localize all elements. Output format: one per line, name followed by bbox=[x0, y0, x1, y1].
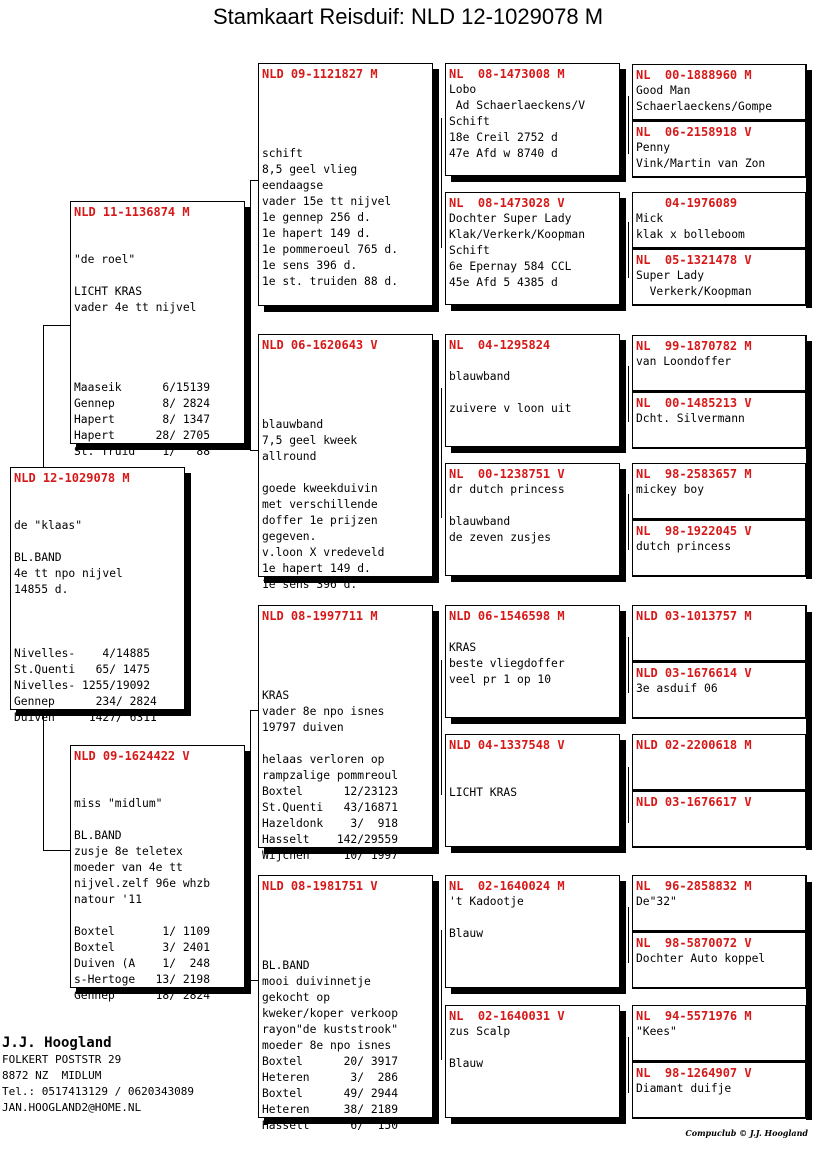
credit-text: Compuclub © J.J. Hoogland bbox=[685, 1128, 808, 1138]
connector bbox=[43, 850, 71, 851]
connector bbox=[628, 366, 629, 422]
note-line: Blauw bbox=[449, 1057, 484, 1070]
note-line bbox=[449, 624, 619, 640]
pigeon-notes bbox=[74, 764, 244, 1036]
note-line bbox=[14, 598, 184, 614]
connector bbox=[628, 637, 629, 693]
note-line: Boxtel 12/23123 bbox=[262, 785, 399, 798]
great-grandparent-card bbox=[445, 1005, 620, 1118]
pigeon-notes bbox=[449, 624, 619, 688]
note-line: natour '11 bbox=[74, 893, 143, 906]
note-line: St.Quenti 43/16871 bbox=[262, 801, 399, 814]
ring-number: NLD 06-1546598 M bbox=[449, 609, 565, 623]
pigeon-notes bbox=[636, 482, 805, 498]
page-title: Stamkaart Reisduif: NLD 12-1029078 M bbox=[212, 4, 604, 29]
note-line: BL.BAND bbox=[14, 551, 62, 564]
note-line: vader 4e tt nijvel bbox=[74, 301, 197, 314]
note-line bbox=[14, 630, 184, 646]
connector bbox=[250, 180, 251, 450]
ring-number: NL 00-1238751 V bbox=[449, 467, 565, 481]
note-line: de zeven zusjes bbox=[449, 531, 552, 544]
note-line: allround bbox=[262, 450, 317, 463]
pigeon-notes bbox=[449, 353, 619, 417]
note-line bbox=[262, 385, 432, 401]
note-line bbox=[262, 672, 432, 688]
note-line: KRAS bbox=[262, 689, 290, 702]
note-line: Wijchen 10/ 1997 bbox=[262, 849, 399, 862]
note-line bbox=[14, 534, 184, 550]
father-card bbox=[70, 201, 245, 458]
ring-number: NL 05-1321478 V bbox=[636, 253, 752, 267]
note-line: klak x bolleboom bbox=[636, 228, 745, 241]
note-line: blauwband bbox=[449, 515, 511, 528]
note-line bbox=[262, 736, 432, 752]
note-line: Penny bbox=[636, 141, 671, 154]
ancestor-card bbox=[632, 463, 807, 520]
note-line: Schift bbox=[449, 244, 490, 257]
note-line bbox=[262, 656, 432, 672]
note-line: 7,5 geel kweek bbox=[262, 434, 358, 447]
note-line: mooi duivinnetje bbox=[262, 975, 371, 988]
note-line bbox=[449, 385, 619, 401]
ring-number: NL 98-1264907 V bbox=[636, 1066, 752, 1080]
note-line: vader 15e tt nijvel bbox=[262, 195, 392, 208]
subject-card bbox=[10, 467, 185, 724]
note-line: blauwband bbox=[262, 418, 324, 431]
grandparent-card bbox=[258, 334, 433, 591]
pigeon-notes bbox=[262, 82, 432, 322]
note-line: LICHT KRAS bbox=[74, 285, 143, 298]
connector bbox=[250, 980, 258, 981]
ring-number: NL 98-5870072 V bbox=[636, 936, 752, 950]
grandparent-card bbox=[258, 605, 433, 862]
note-line: Super Lady bbox=[636, 269, 705, 282]
note-line bbox=[262, 465, 432, 481]
note-line bbox=[74, 908, 244, 924]
ring-number: NL 02-1640031 V bbox=[449, 1009, 565, 1023]
connector bbox=[250, 180, 258, 181]
pigeon-notes bbox=[636, 1024, 805, 1040]
pigeon-notes bbox=[636, 411, 805, 427]
note-line: Hasselt 142/29559 bbox=[262, 833, 399, 846]
note-line: kweker/koper verkoop bbox=[262, 1007, 399, 1020]
note-line: Heteren 38/ 2189 bbox=[262, 1103, 399, 1116]
ring-number: NL 06-2158918 V bbox=[636, 125, 752, 139]
ring-number: NLD 08-1981751 V bbox=[262, 879, 378, 893]
ring-number: NLD 03-1013757 M bbox=[636, 609, 752, 623]
note-line: nijvel.zelf 96e whzb bbox=[74, 877, 211, 890]
pigeon-notes bbox=[262, 894, 432, 1166]
connector bbox=[43, 325, 44, 468]
note-line: 1e hapert 149 d. bbox=[262, 562, 371, 575]
note-line: zusje 8e teletex bbox=[74, 845, 183, 858]
note-line: eendaagse bbox=[262, 179, 324, 192]
note-line: beste vliegdoffer bbox=[449, 657, 565, 670]
note-line: Vink/Martin van Zon bbox=[636, 157, 766, 170]
note-line bbox=[262, 926, 432, 942]
note-line bbox=[262, 401, 432, 417]
owner-address-line: FOLKERT POSTSTR 29 bbox=[2, 1053, 122, 1066]
note-line: met verschillende bbox=[262, 498, 378, 511]
note-line: Boxtel 20/ 3917 bbox=[262, 1055, 399, 1068]
note-line: 3e asduif 06 bbox=[636, 682, 718, 695]
ring-number: NLD 04-1337548 V bbox=[449, 738, 565, 752]
note-line: miss "midlum" bbox=[74, 797, 163, 810]
note-line: 45e Afd 5 4385 d bbox=[449, 276, 558, 289]
connector bbox=[43, 325, 71, 326]
pigeon-notes bbox=[449, 894, 619, 942]
note-line: rampzalige pommreoul bbox=[262, 769, 399, 782]
note-line: De"32" bbox=[636, 895, 677, 908]
ring-number: 04-1976089 bbox=[636, 196, 738, 210]
note-line: schift bbox=[262, 147, 303, 160]
pigeon-notes bbox=[449, 753, 619, 801]
note-line: Mick bbox=[636, 212, 664, 225]
grandparent-card bbox=[258, 875, 433, 1132]
owner-name: J.J. Hoogland bbox=[2, 1035, 112, 1051]
note-line bbox=[74, 332, 244, 348]
note-line: dr dutch princess bbox=[449, 483, 565, 496]
note-line: moeder van 4e tt bbox=[74, 861, 183, 874]
note-line: Klak/Verkerk/Koopman bbox=[449, 228, 586, 241]
note-line: Nivelles- 4/14885 bbox=[14, 647, 151, 660]
connector bbox=[250, 710, 258, 711]
note-line: Boxtel 3/ 2401 bbox=[74, 941, 211, 954]
note-line: moeder 8e npo isnes bbox=[262, 1039, 392, 1052]
owner-phone: Tel.: 0517413129 / 0620343089 bbox=[2, 1085, 195, 1098]
note-line bbox=[636, 753, 805, 769]
ring-number: NLD 08-1997711 M bbox=[262, 609, 378, 623]
note-line: rayon"de kuststrook" bbox=[262, 1023, 399, 1036]
note-line: v.loon X vredeveld bbox=[262, 546, 385, 559]
mother-card bbox=[70, 745, 245, 1002]
pigeon-notes bbox=[636, 624, 805, 640]
pigeon-notes bbox=[636, 810, 805, 826]
note-line: St.Quenti 65/ 1475 bbox=[14, 663, 151, 676]
ancestor-card bbox=[632, 875, 807, 932]
note-line: "Kees" bbox=[636, 1025, 677, 1038]
note-line: Dcht. Silvermann bbox=[636, 412, 745, 425]
ancestor-card bbox=[632, 734, 807, 791]
ancestor-card bbox=[632, 791, 807, 848]
connector bbox=[441, 930, 442, 1060]
note-line: Ad Schaerlaeckens/V bbox=[449, 99, 586, 112]
connector bbox=[628, 222, 629, 278]
connector bbox=[441, 118, 442, 248]
ring-number: NLD 11-1136874 M bbox=[74, 205, 190, 219]
connector bbox=[441, 660, 442, 795]
pigeon-notes bbox=[449, 482, 619, 546]
note-line: Hasselt 6/ 150 bbox=[262, 1119, 399, 1132]
great-grandparent-card bbox=[445, 463, 620, 576]
note-line: 14855 d. bbox=[14, 583, 69, 596]
ancestor-card bbox=[632, 932, 807, 989]
pigeon-notes bbox=[262, 624, 432, 896]
note-line: LICHT KRAS bbox=[449, 786, 518, 799]
ancestor-card bbox=[632, 1005, 807, 1062]
note-line bbox=[14, 614, 184, 630]
connector bbox=[628, 907, 629, 963]
note-line: BL.BAND bbox=[262, 959, 310, 972]
ring-number: NLD 09-1121827 M bbox=[262, 67, 378, 81]
note-line: Boxtel 1/ 1109 bbox=[74, 925, 211, 938]
note-line: Schift bbox=[449, 115, 490, 128]
great-grandparent-card bbox=[445, 63, 620, 176]
note-line bbox=[74, 268, 244, 284]
ring-number: NL 04-1295824 bbox=[449, 338, 551, 352]
great-grandparent-card bbox=[445, 875, 620, 988]
note-line: zuivere v loon uit bbox=[449, 402, 572, 415]
note-line bbox=[74, 316, 244, 332]
pigeon-notes bbox=[636, 681, 805, 697]
note-line: gegeven. bbox=[262, 530, 317, 543]
great-grandparent-card bbox=[445, 605, 620, 718]
note-line: doffer 1e prijzen bbox=[262, 514, 378, 527]
note-line bbox=[262, 114, 432, 130]
connector bbox=[250, 450, 258, 451]
ancestor-card bbox=[632, 192, 807, 249]
note-line: 19797 duiven bbox=[262, 721, 344, 734]
pigeon-notes bbox=[636, 211, 805, 243]
note-line bbox=[74, 364, 244, 380]
pigeon-notes bbox=[449, 82, 619, 162]
ancestor-card bbox=[632, 249, 807, 306]
note-line: helaas verloren op bbox=[262, 753, 385, 766]
note-line: zus Scalp bbox=[449, 1025, 511, 1038]
note-line: s-Hertoge 13/ 2198 bbox=[74, 973, 211, 986]
note-line bbox=[262, 942, 432, 958]
note-line: blauwband bbox=[449, 370, 511, 383]
ancestor-card bbox=[632, 520, 807, 577]
note-line: Hapert 28/ 2705 bbox=[74, 429, 211, 442]
note-line bbox=[636, 810, 805, 826]
note-line: Boxtel 49/ 2944 bbox=[262, 1087, 399, 1100]
note-line: vader 8e npo isnes bbox=[262, 705, 385, 718]
note-line: 47e Afd w 8740 d bbox=[449, 147, 558, 160]
ring-number: NLD 12-1029078 M bbox=[14, 471, 130, 485]
owner-email: JAN.HOOGLAND2@HOME.NL bbox=[2, 1101, 142, 1114]
note-line bbox=[636, 624, 805, 640]
owner-address-line: 8872 NZ MIDLUM bbox=[2, 1069, 102, 1082]
note-line: 4e tt npo nijvel bbox=[14, 567, 123, 580]
note-line: Blauw bbox=[449, 927, 484, 940]
note-line: Good Man bbox=[636, 84, 691, 97]
note-line: KRAS bbox=[449, 641, 477, 654]
ring-number: NL 08-1473028 V bbox=[449, 196, 565, 210]
pigeon-notes bbox=[636, 894, 805, 910]
note-line: Lobo bbox=[449, 83, 477, 96]
pigeon-notes bbox=[449, 211, 619, 291]
ancestor-card bbox=[632, 662, 807, 719]
note-line bbox=[449, 769, 619, 785]
ring-number: NLD 03-1676617 V bbox=[636, 795, 752, 809]
note-line: Verkerk/Koopman bbox=[636, 285, 752, 298]
ring-number: NL 98-1922045 V bbox=[636, 524, 752, 538]
grandparent-card bbox=[258, 63, 433, 306]
ring-number: NL 94-5571976 M bbox=[636, 1009, 752, 1023]
pigeon-notes bbox=[74, 220, 244, 492]
note-line: 1e sens 396 d. bbox=[262, 578, 358, 591]
great-grandparent-card bbox=[445, 334, 620, 447]
note-line bbox=[74, 812, 244, 828]
note-line: 1e pommeroeul 765 d. bbox=[262, 243, 399, 256]
pigeon-notes bbox=[636, 1081, 805, 1097]
pigeon-notes bbox=[449, 1024, 619, 1072]
pigeon-notes bbox=[636, 140, 805, 172]
note-line: Dochter Auto koppel bbox=[636, 952, 766, 965]
ring-number: NLD 09-1624422 V bbox=[74, 749, 190, 763]
note-line bbox=[449, 353, 619, 369]
connector bbox=[628, 767, 629, 823]
note-line: Hazeldonk 3/ 918 bbox=[262, 817, 399, 830]
note-line: veel pr 1 op 10 bbox=[449, 673, 552, 686]
ring-number: NL 99-1870782 M bbox=[636, 339, 752, 353]
note-line bbox=[262, 130, 432, 146]
note-line bbox=[449, 910, 619, 926]
pigeon-notes bbox=[636, 753, 805, 769]
ring-number: NLD 06-1620643 V bbox=[262, 338, 378, 352]
pigeon-notes bbox=[262, 353, 432, 625]
note-line: dutch princess bbox=[636, 540, 732, 553]
note-line: Diamant duifje bbox=[636, 1082, 732, 1095]
note-line: Maaseik 6/15139 bbox=[74, 381, 211, 394]
ring-number: NL 98-2583657 M bbox=[636, 467, 752, 481]
note-line: Gennep 234/ 2824 bbox=[14, 695, 157, 708]
ring-number: NL 08-1473008 M bbox=[449, 67, 565, 81]
ancestor-card bbox=[632, 121, 807, 178]
note-line: 1e hapert 149 d. bbox=[262, 227, 371, 240]
note-line: goede kweekduivin bbox=[262, 482, 378, 495]
note-line: gekocht op bbox=[262, 991, 331, 1004]
ring-number: NLD 03-1676614 V bbox=[636, 666, 752, 680]
note-line: van Loondoffer bbox=[636, 355, 732, 368]
note-line: BL.BAND bbox=[74, 829, 122, 842]
note-line: 't Kadootje bbox=[449, 895, 524, 908]
connector bbox=[628, 1037, 629, 1093]
pigeon-notes bbox=[636, 951, 805, 967]
connector bbox=[441, 388, 442, 518]
note-line: mickey boy bbox=[636, 483, 705, 496]
ancestor-card bbox=[632, 64, 807, 121]
ring-number: NLD 02-2200618 M bbox=[636, 738, 752, 752]
great-grandparent-card bbox=[445, 734, 620, 847]
note-line: Gennep 18/ 2824 bbox=[74, 989, 211, 1002]
connector bbox=[628, 96, 629, 154]
note-line bbox=[449, 498, 619, 514]
note-line bbox=[74, 348, 244, 364]
connector bbox=[628, 494, 629, 550]
ring-number: NL 96-2858832 M bbox=[636, 879, 752, 893]
note-line: Schaerlaeckens/Gompe bbox=[636, 100, 773, 113]
note-line: Hapert 8/ 1347 bbox=[74, 413, 211, 426]
note-line: 8,5 geel vlieg bbox=[262, 163, 358, 176]
ancestor-card bbox=[632, 605, 807, 662]
note-line: Gennep 8/ 2824 bbox=[74, 397, 211, 410]
note-line: 6e Epernay 584 CCL bbox=[449, 260, 572, 273]
note-line: St. Truid 1/ 88 bbox=[74, 445, 211, 458]
note-line: Dochter Super Lady bbox=[449, 212, 572, 225]
note-line bbox=[449, 1040, 619, 1056]
pigeon-notes bbox=[636, 83, 805, 115]
note-line: 1e st. truiden 88 d. bbox=[262, 275, 399, 288]
note-line: de "klaas" bbox=[14, 519, 83, 532]
note-line: "de roel" bbox=[74, 253, 136, 266]
ancestor-card bbox=[632, 335, 807, 392]
ring-number: NL 00-1888960 M bbox=[636, 68, 752, 82]
great-grandparent-card bbox=[445, 192, 620, 305]
note-line: Duiven (A 1/ 248 bbox=[74, 957, 211, 970]
note-line bbox=[449, 753, 619, 769]
note-line: Heteren 3/ 286 bbox=[262, 1071, 399, 1084]
pigeon-notes bbox=[636, 539, 805, 555]
note-line: Nivelles- 1255/19092 bbox=[14, 679, 151, 692]
owner-block bbox=[2, 1034, 194, 1116]
note-line: 1e sens 396 d. bbox=[262, 259, 358, 272]
ancestor-card bbox=[632, 392, 807, 449]
note-line: Duiven 1427/ 6311 bbox=[14, 711, 157, 724]
note-line: 1e gennep 256 d. bbox=[262, 211, 371, 224]
ring-number: NL 02-1640024 M bbox=[449, 879, 565, 893]
pigeon-notes bbox=[636, 268, 805, 300]
connector bbox=[250, 710, 251, 980]
pigeon-notes bbox=[14, 486, 184, 758]
pigeon-notes bbox=[636, 354, 805, 370]
note-line: 18e Creil 2752 d bbox=[449, 131, 558, 144]
ring-number: NL 00-1485213 V bbox=[636, 396, 752, 410]
ancestor-card bbox=[632, 1062, 807, 1119]
